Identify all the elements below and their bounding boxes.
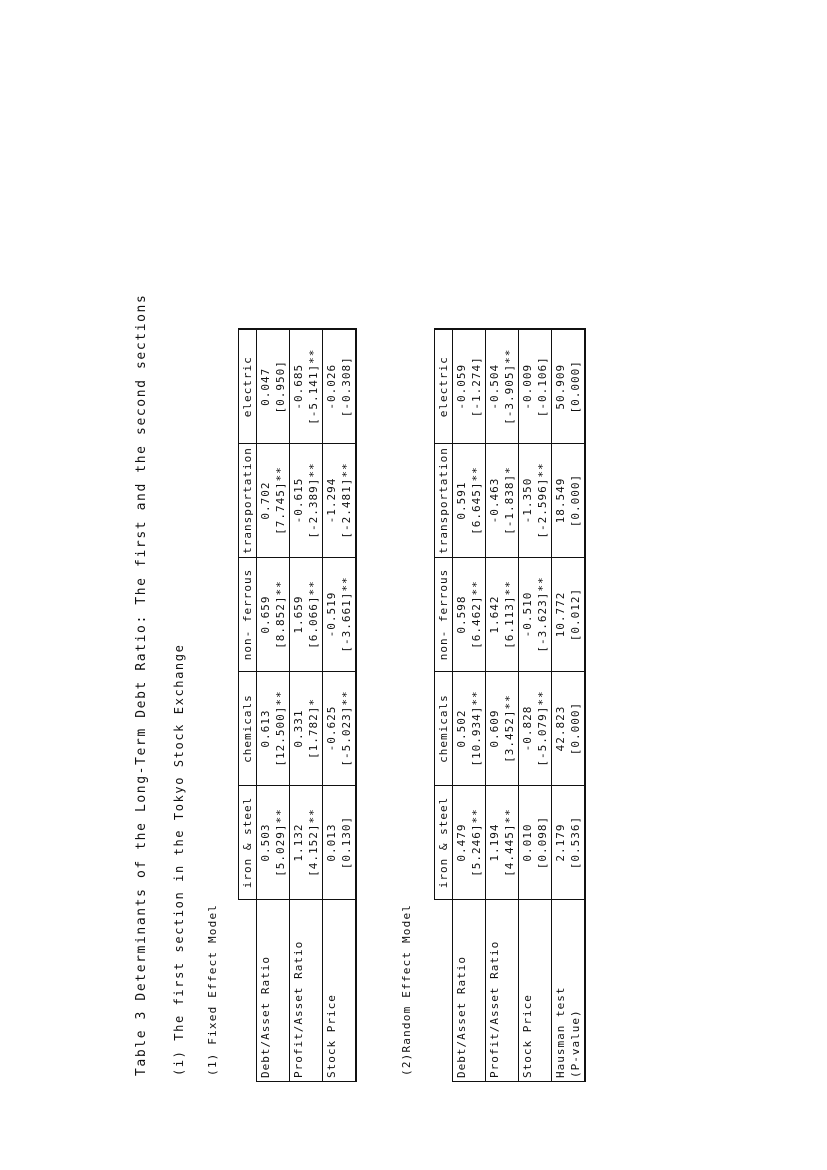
table-row (453, 330, 486, 1082)
table-cell: 0.010 [0.098] (519, 786, 552, 900)
table-cell: 0.702 [7.745]** (257, 444, 290, 558)
table-cell: 1.659 [6.066]** (290, 558, 323, 672)
row-label: Debt/Asset Ratio (453, 900, 486, 1082)
table-cell: 0.502 [10.934]** (453, 672, 486, 786)
column-header: chemicals (435, 672, 453, 786)
table-cell: 10.772 [0.012] (552, 558, 586, 672)
table-cell: 0.613 [12.500]** (257, 672, 290, 786)
column-header: electric (435, 330, 453, 444)
table-cell: 1.642 [6.113]** (486, 558, 519, 672)
random-effect-table (434, 329, 586, 1083)
table-cell: 0.591 [6.645]** (453, 444, 486, 558)
column-header: chemicals (239, 672, 257, 786)
table-cell: 0.479 [5.246]** (453, 786, 486, 900)
header-row (239, 330, 257, 1082)
table-cell: 0.047 [0.950] (257, 330, 290, 444)
section-subtitle: (i) The first section in the Tokyo Stock Exchange (172, 643, 186, 1076)
row-label: Hausman test (P-value) (552, 900, 586, 1082)
table-cell: -0.519 [-3.661]** (323, 558, 357, 672)
table-cell: -0.510 [-3.623]** (519, 558, 552, 672)
table-cell: -1.350 [-2.596]** (519, 444, 552, 558)
corner-cell (435, 900, 453, 1082)
table-row (486, 330, 519, 1082)
column-header: iron & steel (435, 786, 453, 900)
table-row (323, 330, 357, 1082)
row-label: Debt/Asset Ratio (257, 900, 290, 1082)
table-cell: -0.059 [-1.274] (453, 330, 486, 444)
table-cell: 42.823 [0.000] (552, 672, 586, 786)
table-cell: 2.179 [0.536] (552, 786, 586, 900)
fixed-effect-table (238, 329, 357, 1083)
table-cell: 0.659 [8.852]** (257, 558, 290, 672)
corner-cell (239, 900, 257, 1082)
row-label: Profit/Asset Ratio (486, 900, 519, 1082)
column-header: transportation (239, 444, 257, 558)
rotated-document (120, 293, 620, 1082)
table-cell: 0.331 [1.782]* (290, 672, 323, 786)
column-header: electric (239, 330, 257, 444)
table-cell: -0.504 [-3.905]** (486, 330, 519, 444)
table-cell: -0.009 [-0.106] (519, 330, 552, 444)
random-model-label: (2)Random Effect Model (400, 903, 413, 1076)
table-cell: -0.026 [-0.308] (323, 330, 357, 444)
table-cell: -0.685 [-5.141]** (290, 330, 323, 444)
table-cell: 0.598 [6.462]** (453, 558, 486, 672)
column-header: non- ferrous (435, 558, 453, 672)
table-cell: -0.615 [-2.389]** (290, 444, 323, 558)
column-header: transportation (435, 444, 453, 558)
table-row (290, 330, 323, 1082)
table-cell: -0.828 [-5.079]** (519, 672, 552, 786)
table-cell: -0.463 [-1.838]* (486, 444, 519, 558)
table-cell: 0.609 [3.452]** (486, 672, 519, 786)
row-label: Profit/Asset Ratio (290, 900, 323, 1082)
column-header: non- ferrous (239, 558, 257, 672)
row-label: Stock Price (519, 900, 552, 1082)
table-cell: 1.194 [4.445]** (486, 786, 519, 900)
column-header: iron & steel (239, 786, 257, 900)
table-row (519, 330, 552, 1082)
table-row (552, 330, 586, 1082)
table-cell: 50.909 [0.000] (552, 330, 586, 444)
table-cell: 18.549 [0.000] (552, 444, 586, 558)
table-cell: 0.013 [0.130] (323, 786, 357, 900)
header-row (435, 330, 453, 1082)
table-cell: -1.294 [-2.481]** (323, 444, 357, 558)
table-row (257, 330, 290, 1082)
row-label: Stock Price (323, 900, 357, 1082)
fixed-model-label: (1) Fixed Effect Model (206, 903, 219, 1076)
table-cell: 1.132 [4.152]** (290, 786, 323, 900)
table-title: Table 3 Determinants of the Long-Term Debt Ratio: The first and the second sections (134, 293, 149, 1076)
table-cell: 0.503 [5.029]** (257, 786, 290, 900)
table-cell: -0.625 [-5.023]** (323, 672, 357, 786)
